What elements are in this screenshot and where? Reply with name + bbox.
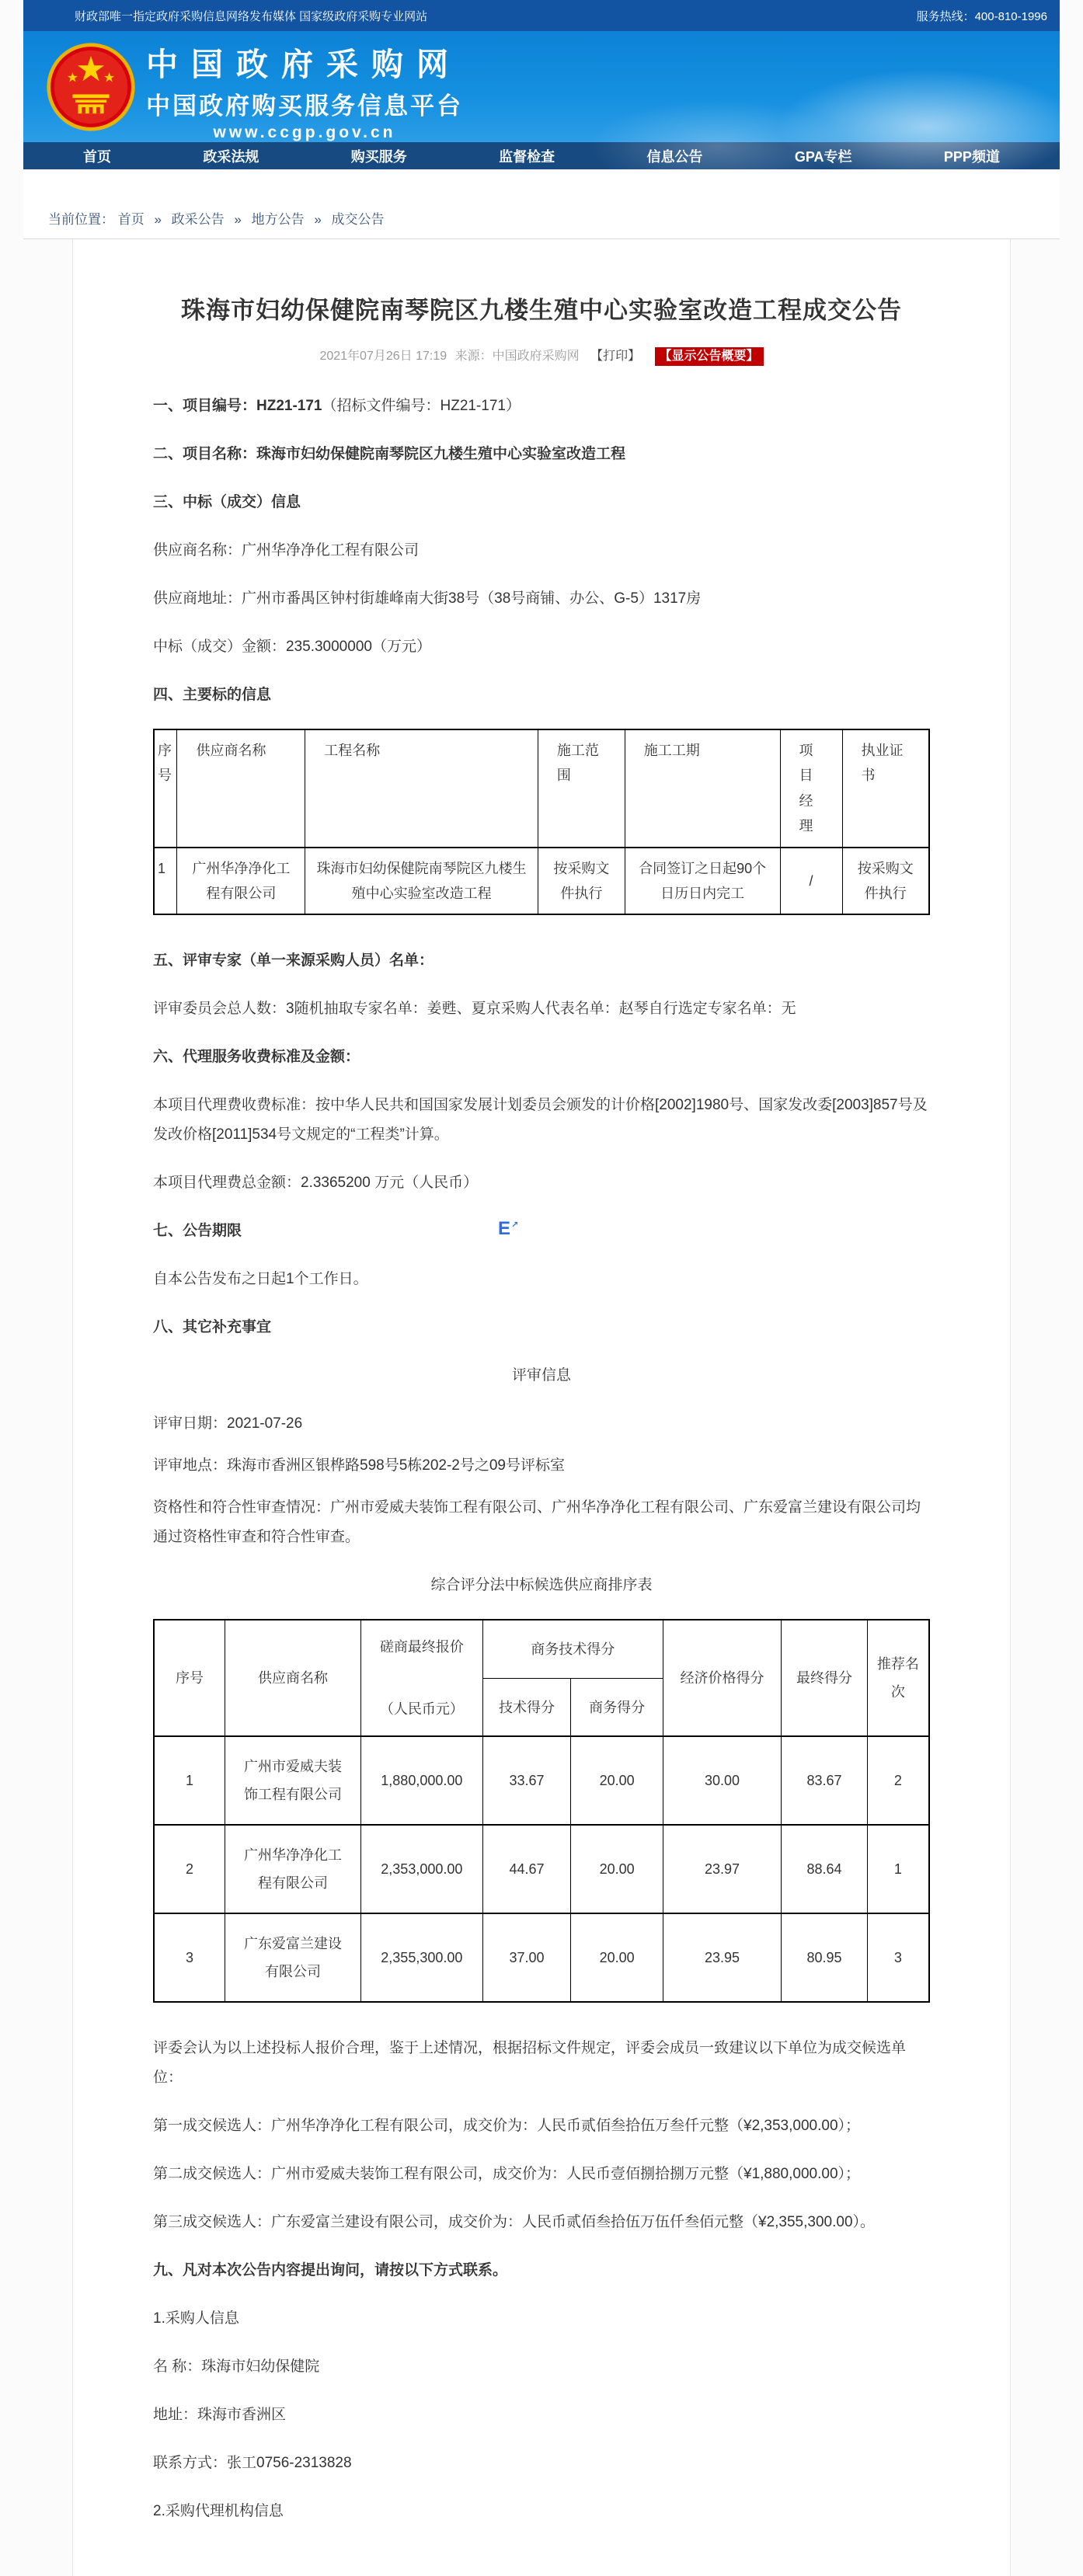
cell-econ: 30.00 [663, 1736, 781, 1825]
section-7-heading-row [153, 1217, 930, 1246]
review-date-line: 评审日期：2021-07-26 [153, 1415, 303, 1432]
nav-item-regulations[interactable]: 政采法规 [203, 148, 259, 165]
col-final-price-line2: （人民币元） [379, 1701, 464, 1718]
ranking-row [154, 1913, 929, 2002]
cell-supplier: 广州华净净化工程有限公司 [225, 1825, 361, 1913]
ranking-row [154, 1825, 929, 1913]
article-body [153, 392, 930, 2526]
project-number-bold: 一、项目编号：HZ21-171 [153, 398, 322, 414]
section-2-project-name: 二、项目名称：珠海市妇幼保健院南琴院区九楼生殖中心实验室改造工程 [153, 446, 626, 462]
cell-tech: 44.67 [482, 1825, 571, 1913]
cell-biz: 20.00 [571, 1736, 663, 1825]
cell-seq: 1 [154, 1736, 225, 1825]
table-row [154, 848, 929, 915]
main-subject-table [153, 729, 930, 915]
national-emblem-logo [45, 40, 137, 134]
cell-period: 合同签订之日起90个日历日内完工 [625, 848, 780, 915]
section-9-heading: 九、凡对本次公告内容提出询问，请按以下方式联系。 [153, 2262, 508, 2279]
site-titles [146, 39, 463, 142]
cell-supplier: 广州市爱威夫装饰工程有限公司 [225, 1736, 361, 1825]
ranking-table-title: 综合评分法中标候选供应商排序表 [430, 1577, 653, 1594]
cell-rank: 3 [867, 1913, 929, 2002]
print-button[interactable]: 【打印】 [590, 350, 641, 363]
supplier-address-line: 供应商地址：广州市番禺区钟村街雄峰南大街38号（38号商铺、办公、G-5）1317房 [153, 590, 702, 607]
site-name: 中国政府采购网 [146, 47, 461, 82]
page [23, 0, 1060, 2520]
site-header [23, 31, 1060, 142]
cell-supplier: 广东爱富兰建设有限公司 [225, 1913, 361, 2002]
cell-econ: 23.95 [663, 1913, 781, 2002]
col-project: 工程名称 [305, 729, 538, 848]
agency-fee-amount-line: 本项目代理费总金额：2.3365200 万元（人民币） [153, 1175, 479, 1192]
cell-cert: 按采购文件执行 [842, 848, 929, 915]
ranking-table [153, 1619, 930, 2003]
winner-3-line: 第三成交候选人：广东爱富兰建设有限公司，成交价为：人民币贰佰叁拾伍万伍仟叁佰元整（¥2,355,300.00）。 [153, 2214, 876, 2231]
ranking-row [154, 1736, 929, 1825]
project-number-rest: （招标文件编号：HZ21-171） [322, 398, 521, 414]
review-info-title: 评审信息 [511, 1367, 571, 1384]
cell-tech: 37.00 [482, 1913, 571, 2002]
award-amount-line: 中标（成交）金额：235.3000000（万元） [153, 639, 431, 655]
col-tech-score: 技术得分 [482, 1678, 571, 1736]
qualification-review-line: 资格性和符合性审查情况：广州市爱威夫装饰工程有限公司、广州华净净化工程有限公司、广东爱富兰建设有限公司均通过资格性审查和符合性审查。 [153, 1499, 921, 1546]
col-biz-tech-score: 商务技术得分 [482, 1620, 663, 1678]
national-emblem-icon [45, 40, 137, 134]
supplier-name-line: 供应商名称：广州华净净化工程有限公司 [153, 542, 420, 559]
section-8-heading: 八、其它补充事宜 [153, 1319, 272, 1336]
cell-tech: 33.67 [482, 1736, 571, 1825]
cell-supplier: 广州华净净化工程有限公司 [177, 848, 305, 915]
table-header-row [154, 729, 929, 848]
site-url[interactable]: www.ccgp.gov.cn [213, 124, 396, 141]
topbar-hotline: 服务热线：400-810-1996 [916, 9, 1047, 23]
section-7-heading: 七、公告期限 [153, 1223, 242, 1240]
publish-datetime: 2021年07月26日 17:19 [319, 350, 447, 363]
cell-price: 2,355,300.00 [360, 1913, 482, 2002]
col-final-price [360, 1620, 482, 1736]
cell-seq: 3 [154, 1913, 225, 2002]
nav-item-purchase-services[interactable]: 购买服务 [350, 148, 407, 165]
topbar [23, 0, 1060, 31]
col-rank: 推荐名次 [867, 1620, 929, 1736]
show-summary-button[interactable]: 【显示公告概要】 [655, 347, 764, 366]
col-econ-score: 经济价格得分 [663, 1620, 781, 1736]
section-5-heading: 五、评审专家（单一来源采购人员）名单： [153, 952, 434, 969]
breadcrumb-item-award[interactable]: 成交公告 [331, 212, 385, 227]
section-6-heading: 六、代理服务收费标准及金额： [153, 1049, 360, 1066]
committee-conclusion-line: 评委会认为以上述投标人报价合理，鉴于上述情况，根据招标文件规定，评委会成员一致建议以下单位为成交候选单位： [153, 2040, 907, 2087]
purchaser-address-line: 地址：珠海市香洲区 [153, 2407, 287, 2424]
cell-econ: 23.97 [663, 1825, 781, 1913]
col-seq: 序号 [154, 729, 177, 848]
purchaser-phone-line: 联系方式：张工0756-2313828 [153, 2455, 352, 2472]
col-final-score: 最终得分 [782, 1620, 868, 1736]
cell-rank: 1 [867, 1825, 929, 1913]
cell-biz: 20.00 [571, 1913, 663, 2002]
cell-project: 珠海市妇幼保健院南琴院区九楼生殖中心实验室改造工程 [305, 848, 538, 915]
section-3-heading: 三、中标（成交）信息 [153, 494, 301, 510]
nav-item-home[interactable]: 首页 [83, 148, 111, 165]
cell-price: 2,353,000.00 [360, 1825, 482, 1913]
cell-biz: 20.00 [571, 1825, 663, 1913]
col-period: 施工工期 [625, 729, 780, 848]
cell-final: 83.67 [782, 1736, 868, 1825]
col-scope: 施工范围 [538, 729, 625, 848]
review-place-line: 评审地点：珠海市香洲区银桦路598号5栋202-2号之09号评标室 [153, 1457, 565, 1474]
agency-fee-standard-line: 本项目代理费收费标准：按中华人民共和国国家发展计划委员会颁发的计价格[2002]1980号、国家发改委[2003]857号及发改价格[2011]534号文规定的“工程类”计算。 [153, 1097, 928, 1144]
col-manager: 项目经理 [780, 729, 842, 848]
section-1-project-number [153, 392, 930, 421]
cell-price: 1,880,000.00 [360, 1736, 482, 1825]
section-4-heading: 四、主要标的信息 [153, 687, 272, 703]
col-final-price-line1: 磋商最终报价 [379, 1639, 464, 1655]
col-supplier: 供应商名称 [177, 729, 305, 848]
winner-1-line: 第一成交候选人：广州华净净化工程有限公司，成交价为：人民币贰佰叁拾伍万叁仟元整（¥2,353,000.00）； [153, 2118, 861, 2135]
breadcrumb-item-local[interactable]: 地方公告 [251, 212, 305, 227]
review-experts-line: 评审委员会总人数：3随机抽取专家名单：姜甦、夏京采购人代表名单：赵琴自行选定专家名单：无 [153, 1001, 796, 1018]
purchaser-info-title: 1.采购人信息 [153, 2310, 239, 2327]
col-seq: 序号 [154, 1620, 225, 1736]
announcement-period-line: 自本公告发布之日起1个工作日。 [153, 1271, 368, 1288]
article-panel [72, 239, 1011, 2576]
article-meta [73, 346, 1010, 364]
agency-info-title: 2.采购代理机构信息 [153, 2503, 284, 2520]
col-biz-score: 商务得分 [571, 1678, 663, 1736]
cell-final: 88.64 [782, 1825, 868, 1913]
embedded-e-icon: E ↗ [498, 1220, 517, 1238]
breadcrumb-separator: » [234, 212, 242, 227]
ranking-header-row-1 [154, 1620, 929, 1678]
cell-scope: 按采购文件执行 [538, 848, 625, 915]
cell-seq: 1 [154, 848, 177, 915]
col-cert: 执业证书 [842, 729, 929, 848]
winner-2-line: 第二成交候选人：广州市爱威夫装饰工程有限公司，成交价为：人民币壹佰捌拾捌万元整（¥1,880,000.00）； [153, 2166, 861, 2183]
article-source: 来源：中国政府采购网 [454, 350, 580, 363]
nav-item-supervision[interactable]: 监督检查 [499, 148, 555, 165]
breadcrumb-item-announcements[interactable]: 政采公告 [171, 212, 225, 227]
cell-manager: / [780, 848, 842, 915]
topbar-slogan: 财政部唯一指定政府采购信息网络发布媒体 国家级政府采购专业网站 [75, 9, 428, 23]
cell-seq: 2 [154, 1825, 225, 1913]
page-title: 珠海市妇幼保健院南琴院区九楼生殖中心实验室改造工程成交公告 [181, 297, 902, 324]
cell-rank: 2 [867, 1736, 929, 1825]
site-subtitle: 中国政府购买服务信息平台 [146, 92, 463, 120]
breadcrumb-item-home[interactable]: 首页 [117, 212, 145, 227]
breadcrumb-separator: » [314, 212, 322, 227]
breadcrumb-label: 当前位置： [48, 212, 114, 227]
col-supplier: 供应商名称 [225, 1620, 361, 1736]
cell-final: 80.95 [782, 1913, 868, 2002]
breadcrumb-separator: » [154, 212, 162, 227]
purchaser-name-line: 名 称：珠海市妇幼保健院 [153, 2358, 320, 2376]
